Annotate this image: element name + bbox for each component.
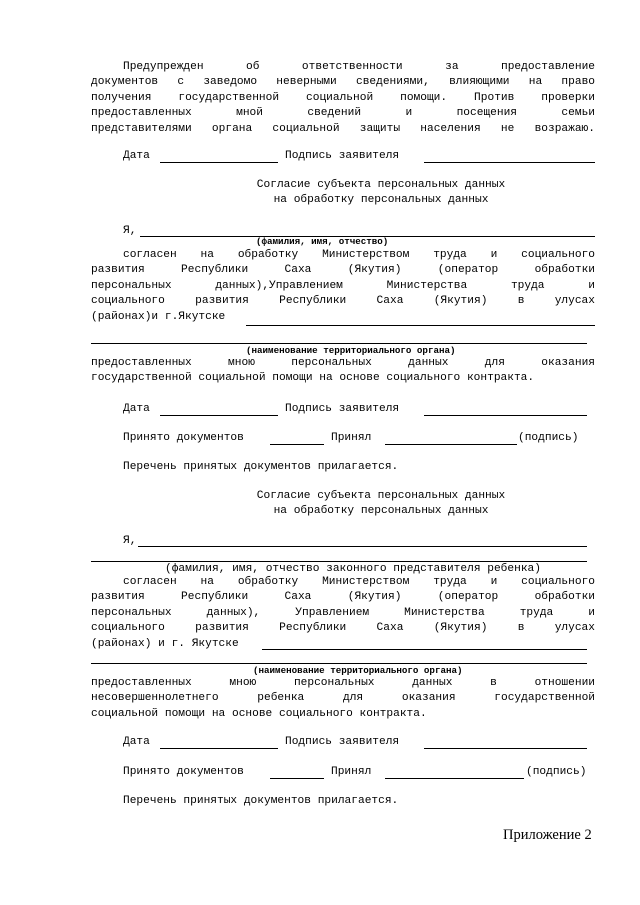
signature-label: Подпись заявителя xyxy=(285,403,400,415)
signature-field[interactable] xyxy=(424,748,587,749)
consent-title xyxy=(91,489,640,520)
consent-line: предоставленных мною персональных данных для оказания xyxy=(91,357,595,369)
consent-line: социального развития Республики Саха (Якутия) в улусах xyxy=(91,295,595,308)
date-label: Дата xyxy=(123,736,150,748)
organ-caption: (наименование территориального органа) xyxy=(246,345,456,356)
accepted-docs-field[interactable] xyxy=(270,778,324,779)
consent-line: государственной социальной помощи на основе социального контракта. xyxy=(91,372,535,385)
accepted-by-field[interactable] xyxy=(385,444,517,445)
consent-line: развития Республики Саха (Якутия) (оператор обработки xyxy=(91,264,595,277)
accepted-by-label: Принял xyxy=(331,432,372,444)
signature-field[interactable] xyxy=(424,415,587,416)
organ-field[interactable] xyxy=(246,325,595,326)
consent-line: персональных данных), Управлением Министерства труда и xyxy=(91,606,595,619)
consent-line: (районах)и г.Якутске xyxy=(91,310,226,323)
consent-tail xyxy=(91,676,595,722)
signature-label: Подпись заявителя xyxy=(285,736,400,748)
warning-line: получения государственной социальной помощи. Против проверки xyxy=(91,91,595,104)
date-field[interactable] xyxy=(160,415,278,416)
consent-line: развития Республики Саха (Якутия) (оператор обработки xyxy=(91,591,595,604)
accepted-by-label: Принял xyxy=(331,766,372,778)
consent-line: социального развития Республики Саха (Якутия) в улусах xyxy=(91,622,595,635)
consent-line: несовершеннолетнего ребенка для оказания государственной xyxy=(91,692,595,705)
accepted-docs-label: Принято документов xyxy=(123,432,244,444)
warning-line: предоставленных мной сведений и посещения семьи xyxy=(91,107,595,120)
consent-title-line: на обработку персональных данных xyxy=(273,505,489,518)
date-field[interactable] xyxy=(160,162,278,163)
attached-note: Перечень принятых документов прилагается. xyxy=(123,795,399,807)
i-label: Я, xyxy=(123,225,137,237)
consent-title-line: Согласие субъекта персональных данных xyxy=(256,490,506,502)
signature-label: Подпись заявителя xyxy=(285,150,400,162)
warning-paragraph xyxy=(91,60,595,137)
fio-caption: (фамилия, имя, отчество) xyxy=(256,236,389,247)
warning-line: документов с заведомо неверными сведениями, влияющими на право xyxy=(91,76,595,89)
consent-line: персональных данных),Управлением Министерства труда и xyxy=(91,279,595,292)
date-label: Дата xyxy=(123,403,150,415)
warning-line: представителями органа социальной защиты населения не возражаю. xyxy=(91,122,595,135)
fio-field[interactable] xyxy=(138,546,587,547)
consent-body xyxy=(91,575,595,652)
signature-paren: (подпись) xyxy=(518,432,579,444)
signature-field[interactable] xyxy=(424,162,595,163)
consent-title-line: Согласие субъекта персональных данных xyxy=(256,179,506,191)
attached-note: Перечень принятых документов прилагается. xyxy=(123,461,399,473)
consent-body xyxy=(91,248,595,325)
consent-line: (районах) и г. Якутске xyxy=(91,637,239,650)
date-label: Дата xyxy=(123,150,150,162)
accepted-by-field[interactable] xyxy=(385,778,524,779)
appendix-label: Приложение 2 xyxy=(503,827,592,843)
consent-line: предоставленных мною персональных данных в отношении xyxy=(91,677,595,689)
consent-title xyxy=(91,178,640,209)
consent-title-line: на обработку персональных данных xyxy=(273,194,489,207)
signature-paren: (подпись) xyxy=(526,766,587,778)
organ-caption: (наименование территориального органа) xyxy=(253,665,463,676)
warning-line: Предупрежден об ответственности за предоставление xyxy=(123,61,595,73)
organ-field[interactable] xyxy=(262,649,587,650)
accepted-docs-field[interactable] xyxy=(270,444,324,445)
accepted-docs-label: Принято документов xyxy=(123,766,244,778)
fio-caption: (фамилия, имя, отчество законного представителя ребенка) xyxy=(165,563,541,575)
i-label: Я, xyxy=(123,535,137,547)
consent-line: согласен на обработку Министерством труда и социального xyxy=(123,249,595,261)
consent-tail xyxy=(91,356,595,387)
consent-line: согласен на обработку Министерством труда и социального xyxy=(123,576,595,588)
date-field[interactable] xyxy=(160,748,278,749)
consent-line: социальной помощи на основе социального контракта. xyxy=(91,707,427,720)
